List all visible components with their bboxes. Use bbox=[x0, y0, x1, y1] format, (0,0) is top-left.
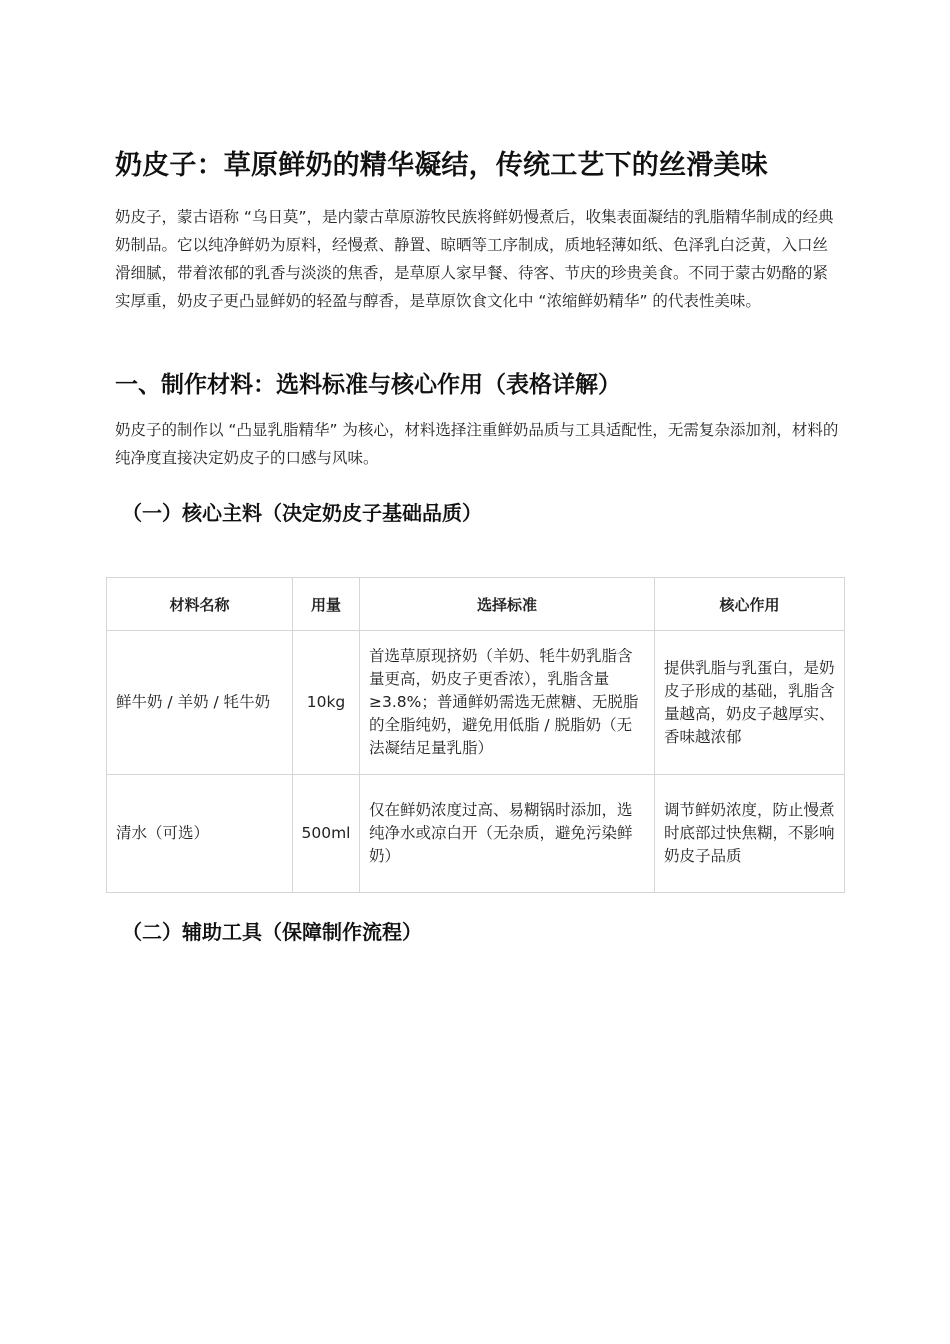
core-ingredients-table bbox=[106, 577, 845, 893]
cell-role: 提供乳脂与乳蛋白，是奶皮子形成的基础，乳脂含量越高，奶皮子越厚实、香味越浓郁 bbox=[655, 631, 845, 775]
table-row bbox=[107, 631, 845, 775]
cell-amount: 10kg bbox=[293, 631, 360, 775]
header-amount: 用量 bbox=[293, 578, 360, 631]
header-role: 核心作用 bbox=[655, 578, 845, 631]
cell-role: 调节鲜奶浓度，防止慢煮时底部过快焦糊，不影响奶皮子品质 bbox=[655, 775, 845, 893]
subheading-auxiliary-tools: （二）辅助工具（保障制作流程） bbox=[122, 920, 422, 944]
cell-material-name: 鲜牛奶 / 羊奶 / 牦牛奶 bbox=[107, 631, 293, 775]
materials-paragraph: 奶皮子的制作以 “凸显乳脂精华” 为核心，材料选择注重鲜奶品质与工具适配性，无需复杂添加剂，材料的纯净度直接决定奶皮子的口感与风味。 bbox=[115, 421, 839, 467]
subheading-core-ingredients: （一）核心主料（决定奶皮子基础品质） bbox=[122, 501, 482, 525]
cell-material-name: 清水（可选） bbox=[107, 775, 293, 893]
page-title: 奶皮子：草原鲜奶的精华凝结，传统工艺下的丝滑美味 bbox=[115, 150, 768, 181]
cell-standard: 仅在鲜奶浓度过高、易糊锅时添加，选纯净水或凉白开（无杂质，避免污染鲜奶） bbox=[360, 775, 655, 893]
cell-amount: 500ml bbox=[293, 775, 360, 893]
header-material-name: 材料名称 bbox=[107, 578, 293, 631]
header-standard: 选择标准 bbox=[360, 578, 655, 631]
table-row bbox=[107, 775, 845, 893]
table-header-row bbox=[107, 578, 845, 631]
cell-standard: 首选草原现挤奶（羊奶、牦牛奶乳脂含量更高，奶皮子更香浓），乳脂含量≥3.8%；普通鲜奶需选无蔗糖、无脱脂的全脂纯奶，避免用低脂 / 脱脂奶（无法凝结足量乳脂） bbox=[360, 631, 655, 775]
section-heading-materials: 一、制作材料：选料标准与核心作用（表格详解） bbox=[115, 372, 621, 398]
intro-paragraph: 奶皮子，蒙古语称 “乌日莫”，是内蒙古草原游牧民族将鲜奶慢煮后，收集表面凝结的乳脂精华制成的经典奶制品。它以纯净鲜奶为原料，经慢煮、静置、晾晒等工序制成，质地轻薄如纸、色泽乳白泛黄，入口丝滑细腻，带着浓郁的乳香与淡淡的焦香，是草原人家早餐、待客、节庆的珍贵美食。不同于蒙古奶酪的紧实厚重，奶皮子更凸显鲜奶的轻盈与醇香，是草原饮食文化中 “浓缩鲜奶精华” 的代表性美味。 bbox=[115, 208, 834, 310]
